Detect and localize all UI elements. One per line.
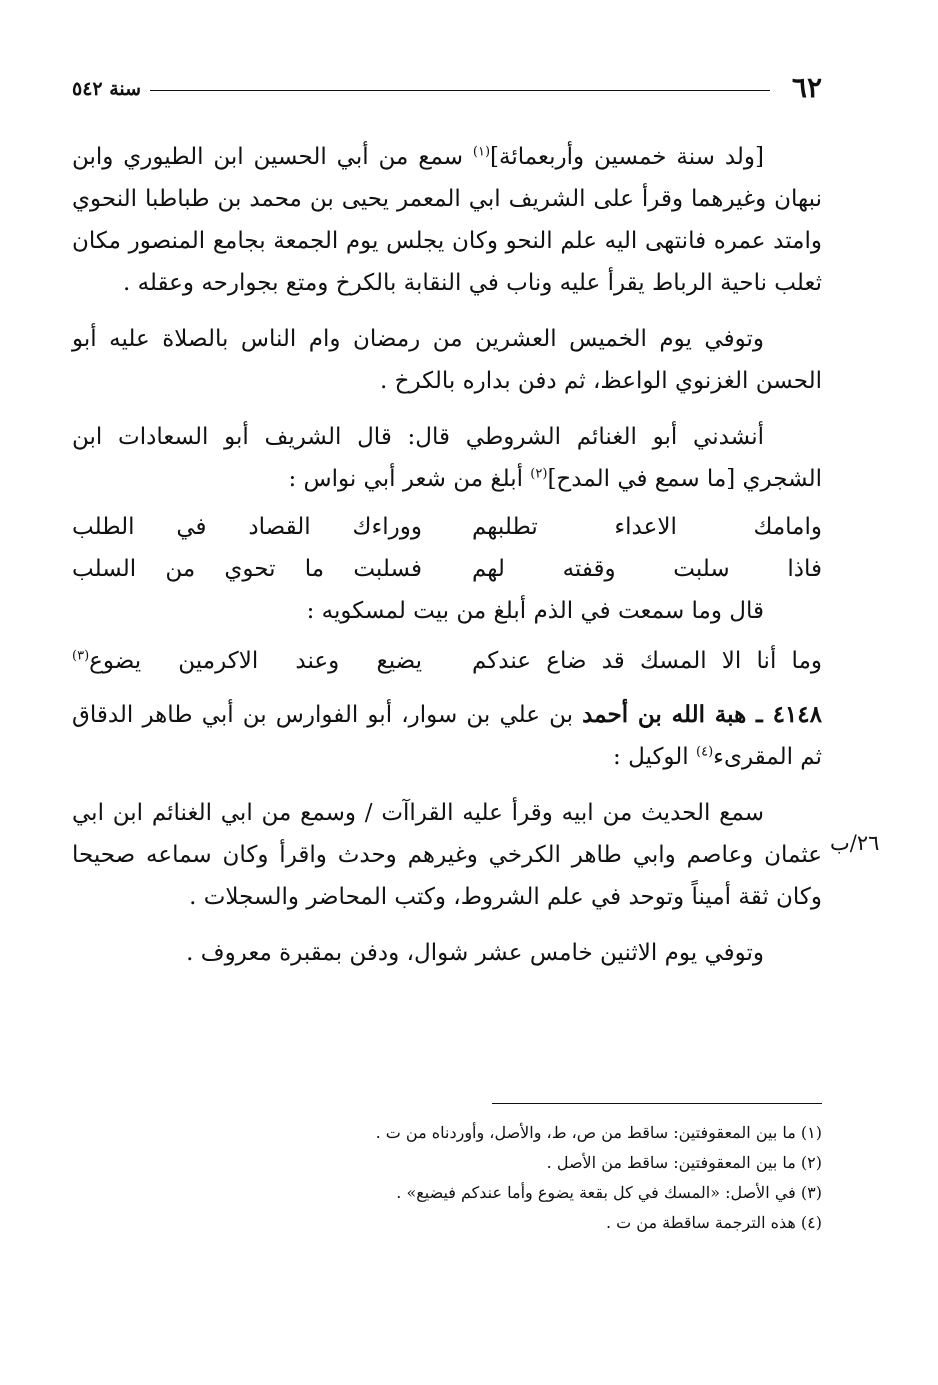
main-text [72,136,822,988]
footnote: (٣) في الأصل: «المسك في كل بقعة يضوع وأما عندكم فيضيع» . [396,1183,822,1202]
manuscript-folio-note: ٢٦/ب [830,831,880,855]
paragraph-text: أبلغ من شعر أبي نواس : [288,466,531,492]
paragraph-satire-intro: قال وما سمعت في الذم أبلغ من بيت لمسكويه : [306,598,764,624]
verse-second-hemistich: فسلبت ما تحوي من السلب [72,556,422,582]
paragraph-text: [ولد سنة خمسين وأربعمائة] [490,144,764,170]
verse-first-hemistich: فاذا سلبت وقفته لهم [472,556,822,582]
footnote-ref: (٣) [72,648,90,664]
paragraph-text: أنشدني أبو الغنائم الشروطي قال: قال الشريف أبو السعادات ابن الشجري [ما سمع في المدح] [72,424,822,492]
footnote: (١) ما بين المعقوفتين: ساقط من ص، ط، والأصل، وأوردناه من ت . [375,1123,822,1142]
footnote-ref: (٤) [696,744,714,760]
paragraph-death: وتوفي يوم الخميس العشرين من رمضان وام الناس بالصلاة عليه أبو الحسن الغزنوي الواعظ، ثم دفن بداره بالكرخ . [72,326,822,394]
entry-lineage: بن علي بن سوار، أبو الفوارس بن أبي طاهر الدقاق ثم المقرىء [72,702,822,770]
paragraph-hearing: سمع الحديث من ابيه وقرأ عليه القراآت / وسمع من ابي الغنائم ابن ابي عثمان وعاصم وابي طاهر الكرخي وغيرهم وحدث واقرأ وكان سماعه صحيحا وكان ثقة أميناً وتوحد في علم الشروط، وكتب المحاضر والسجلات . [72,800,822,910]
header-year: سنة ٥٤٢ [72,78,142,100]
entry-number: ٤١٤٨ ـ [756,701,822,728]
footnote-ref: (١) [472,144,491,160]
poem-verse [72,640,822,682]
poem-verse [72,506,822,548]
footnotes [222,1118,822,1238]
footnote-ref: (٢) [530,466,548,482]
verse-second-hemistich: ووراءك القصاد في الطلب [72,514,422,540]
running-header [72,68,822,108]
verse-second-hemistich [72,640,422,682]
verse-text: يضيع وعند الاكرمين يضوع [89,648,422,674]
paragraph-text: سمع من أبي الحسين ابن الطيوري وابن نبهان وغيرهما وقرأ على الشريف ابي المعمر يحيى بن محمد بن طباطبا النحوي وامتد عمره فانتهى اليه علم النحو وكان يجلس يوم الجمعة بجامع المنصور مكان ثعلب ناحية الرباط يقرأ عليه وناب في النقابة بالكرخ ومتع بجوارحه وعقله . [72,144,822,296]
paragraph-death-2: وتوفي يوم الاثنين خامس عشر شوال، ودفن بمقبرة معروف . [186,940,764,966]
footnote: (٤) هذه الترجمة ساقطة من ت . [605,1213,822,1232]
entry-title: الوكيل : [613,744,696,770]
biography-entry-heading [72,694,822,778]
paragraph-recitation [72,416,822,500]
verse-first-hemistich: وما أنا الا المسك قد ضاع عندكم [472,648,822,674]
entry-name: هبة الله بن أحمد [582,701,757,728]
footnote-rule [492,1103,822,1104]
verse-first-hemistich: وامامك الاعداء تطلبهم [472,514,822,540]
page-number: ٦٢ [791,71,822,104]
poem-verse [72,548,822,590]
footnote: (٢) ما بين المعقوفتين: ساقط من الأصل . [546,1153,822,1172]
header-rule [150,90,770,91]
paragraph-birth [72,136,822,304]
